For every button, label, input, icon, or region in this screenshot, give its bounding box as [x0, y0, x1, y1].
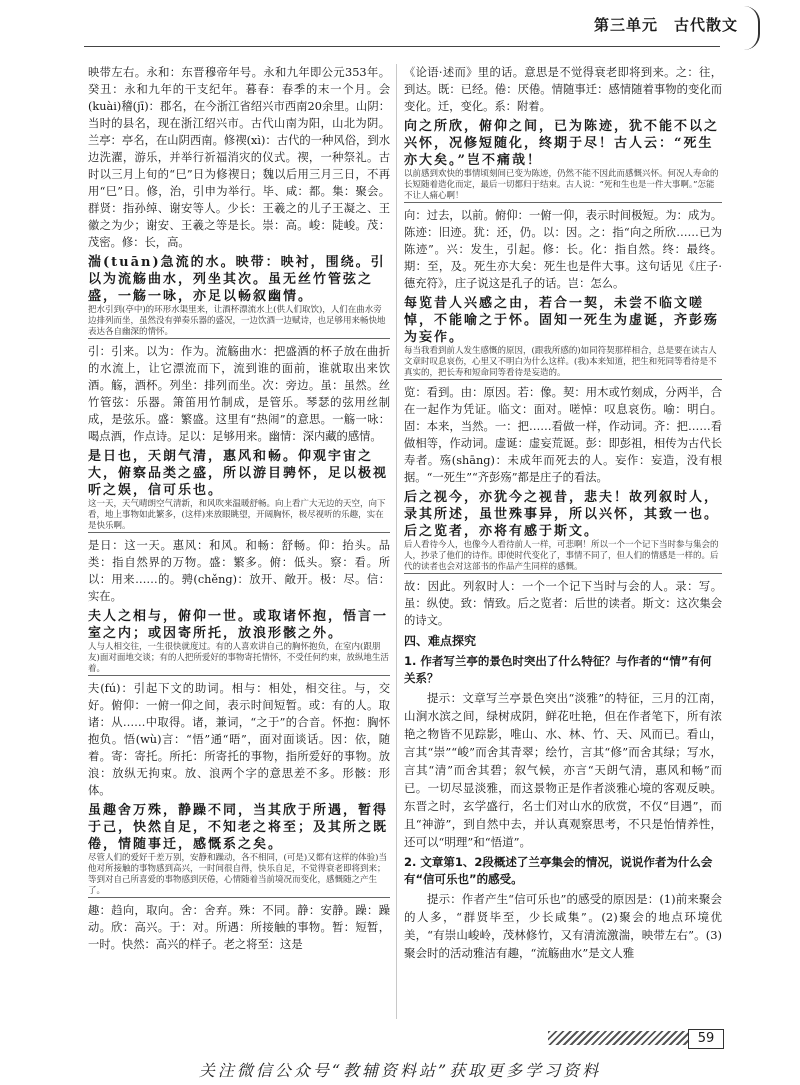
note-paragraph: 故：因此。列叙时人：一个一个记下当时与会的人。录：写。虽：纵使。致：情致。后之览者：后世的读者。斯文：这次集会的诗文。 [404, 580, 722, 627]
footer-note: 关注微信公众号“教辅资料站”获取更多学习资料 [198, 1061, 602, 1080]
header-title: 第三单元 古代散文 [593, 16, 738, 34]
right-column [404, 64, 722, 984]
translation-text: 这一天，天气晴朗空气清新，和风吹来温暖舒畅。向上看广大无边的天空，向下看，地上事物如此繁多，(这样)来放眼眺望，开阔胸怀，极尽视听的乐趣，实在是快乐啊。 [88, 499, 390, 533]
note-paragraph: 《论语·述而》里的话。意思是不觉得衰老即将到来。之：往，到达。既：已经。倦：厌倦。情随事迁：感情随着事物的变化而变化。迁，变化。系：附着。 [404, 66, 722, 113]
original-text: 夫人之相与，俯仰一世。或取诸怀抱，悟言一室之内；或因寄所托，放浪形骸之外。 [88, 609, 389, 641]
translation-text: 人与人相交往，一生很快就度过。有的人喜欢讲自己的胸怀抱负，在室内(跟朋友)面对面地交谈；有的人把所爱好的事物寄托情怀，不受任何约束，放纵地生活着。 [88, 642, 389, 674]
note-paragraph: 夫(fú)：引起下文的助词。相与：相处，相交往。与，交好。俯仰：一俯一仰之间，表示时间短暂。或：有的人。取诸：从……中取得。诸，兼词，“之于”的合音。怀抱：胸怀抱负。悟(wù)言：“悟”通“晤”，面对面谈话。因：依，随着。寄：寄托。所托：所寄托的事物，指所爱好的事物。放浪：放纵无拘束。放、浪两个字的意思差不多。形骸：形体。 [88, 682, 390, 797]
original-text: 湍(tuān)急流的水。映带：映衬，围绕。引以为流觞曲水，列坐其次。虽无丝竹管弦之盛，一觞一咏，亦足以畅叙幽情。 [88, 255, 386, 304]
translation-text: 后人看待今人，也像今人看待前人一样，可悲啊！所以一个一个记下当时参与集会的人，抄录了他们的诗作。即使时代变化了，事情不同了，但人们的情感是一样的。后代的读者也会对这部书的作品产生同样的感慨。 [404, 540, 722, 574]
original-text-block [88, 802, 390, 898]
question-1: 1. 作者写兰亭的景色时突出了什么特征？与作者的“情”有何关系？ [404, 654, 712, 685]
translation-text: 以前感到欢快的事情顷刻间已变为陈迹，仍然不能不因此而感慨兴怀。何况人寿命的长短随着造化而定，最后一切都归于结束。古人说：“死和生也是一件大事啊。”怎能不让人痛心啊！ [404, 169, 722, 203]
original-text: 后之视今，亦犹今之视昔，悲夫！故列叙时人，录其所述，虽世殊事异，所以兴怀，其致一也。后之览者，亦将有感于斯文。 [404, 490, 720, 539]
translation-text: 每当我看到前人发生感慨的原因，(跟我所感的)如同符契那样相合，总是要在读古人文章时叹息哀伤，心里又不明白为什么这样。(我)本来知道，把生和死同等看待是不真实的，把长寿和短命同等看待是妄造的。 [404, 346, 722, 380]
note-paragraph: 向：过去，以前。俯仰：一俯一仰，表示时间极短。为：成为。陈迹：旧迹。犹：还，仍。以：因。之：指“向之所欣……已为陈迹”。兴：发生，引起。修：长。化：指自然。终：最终。期：至，及。死生亦大矣：死生也是件大事。这句话见《庄子·德充符》，庄子说这是孔子的话。岂：怎么。 [404, 209, 722, 290]
note-paragraph: 览：看到。由：原因。若：像。契：用木或竹刻成，分两半，合在一起作为凭证。临文：面对。嗟悼：叹息哀伤。喻：明白。固：本来，当然。一：把……看做一样，作动词。齐：把……看做相等，作动词。虚诞：虚妄荒诞。彭：即彭祖，相传为古代长寿者。殇(shāng)：未成年而死去的人。妄作：妄造，没有根据。“一死生”“齐彭殇”都是庄子的看法。 [404, 386, 722, 484]
page-number: 59 [688, 1029, 724, 1049]
answer-2: 提示：作者产生“信可乐也”的感受的原因是：(1)前来聚会的人多，“群贤毕至，少长咸集”。(2)聚会的地点环境优美，“有崇山峻岭，茂林修竹，又有清流激湍，映带左右”。(3)聚会时的活动雅洁有趣，“流觞曲水”是文人雅 [404, 892, 722, 960]
original-text: 是日也，天朗气清，惠风和畅。仰观宇宙之大，俯察品类之盛，所以游目骋怀，足以极视听之娱，信可乐也。 [88, 449, 389, 498]
header-bracket [744, 6, 760, 50]
original-text-block [88, 448, 390, 533]
translation-text: 把水引到(亭中)的环形水渠里来，让酒杯漂流水上(供人们取饮)，人们在曲水旁边排列而坐，虽然没有弹奏乐器的盛况，一边饮酒一边赋诗，也足够用来畅快地表达各自幽深的情怀。 [88, 305, 390, 339]
hatch-decoration [548, 1031, 688, 1045]
original-text-block [404, 489, 722, 574]
original-text-block [404, 118, 722, 203]
original-text: 虽趣舍万殊，静躁不同，当其欣于所遇，暂得于己，快然自足，不知老之将至；及其所之既倦，情随事迁，感慨系之矣。 [88, 803, 389, 852]
question-2: 2. 文章第1、2段概述了兰亭集会的情况，说说作者为什么会有“信可乐也”的感受。 [404, 855, 713, 886]
note-paragraph: 映带左右。永和：东晋穆帝年号。永和九年即公元353年。癸丑：永和九年的干支纪年。暮春：春季的末一个月。会(kuài)稽(jī)：郡名，在今浙江省绍兴市西南20余里。山阴：当时的县名，现在浙江绍兴市。古代山南为阳，山北为阴。兰亭：亭名，在山阴西南。修禊(xì)：古代的一种风俗，到水边洗濯，游乐，并举行祈福消灾的仪式。禊，一种祭礼。古时以三月上旬的“巳”日为修禊日；魏以后用三月三日，不再用“巳”日。修，治，引申为举行。毕、咸：都。集：聚会。群贤：指孙绰、谢安等人。少长：王羲之的儿子王凝之、王徽之为少；谢安、王羲之等是长。崇：高。峻：陡峻。茂：茂密。修：长，高。 [88, 66, 390, 249]
section-title: 四、难点探究 [404, 634, 477, 648]
translation-text: 尽管人们的爱好千差万别，安静和躁动，各不相同，(可是)又都有这样的体验)当他对所接触的事物感到高兴，一时间很自得，快乐自足，不觉得衰老即将到来；等到对自己所喜爱的事物感到厌倦，心情随着当前境况而变化，感慨随之产生了。 [88, 853, 390, 898]
note-paragraph: 引：引来。以为：作为。流觞曲水：把盛酒的杯子放在曲折的水流上，让它漂流而下，流到谁的面前，谁就取出来饮酒。觞，酒杯。列坐：排列而坐。次：旁边。虽：虽然。丝竹管弦：乐器。箫笛用竹制成，是管乐。琴瑟的弦用丝制成，是弦乐。盛：繁盛。这里有“热闹”的意思。一觞一咏：喝点酒，作点诗。足以：足够用来。幽情：深内藏的感情。 [88, 345, 390, 443]
left-column [88, 64, 390, 1019]
original-text-block [88, 254, 390, 339]
header-rule [84, 46, 720, 47]
answer-1: 提示：文章写兰亭景色突出“淡雅”的特征，三月的江南，山涧水滨之间，绿树成阴，鲜花吐艳，但在作者笔下，所有浓艳之物皆不见踪影，唯山、水、林、竹、天、风而已。看山，言其“崇”“峻”而舍其青翠；绘竹，言其“修”而舍其绿；写水，言其“清”而舍其碧；叙气候，亦言“天朗气清，惠风和畅”而已。一切尽显淡雅，而这景物正是作者淡雅心境的客观反映。东晋之时，玄学盛行，名士们对山水的欣赏，不仅“目遇”，而且“神游”，到自然中去，并认真观察思考，不只是怡情养性，还可以“明理”和“悟道”。 [404, 691, 722, 849]
original-text-block [88, 608, 390, 676]
column-divider [396, 64, 397, 1019]
original-text: 每览昔人兴感之由，若合一契，未尝不临文嗟悼，不能喻之于怀。固知一死生为虚诞，齐彭殇为妄作。 [404, 296, 720, 345]
original-text: 向之所欣，俯仰之间，已为陈迹，犹不能不以之兴怀，况修短随化，终期于尽！古人云：“死生亦大矣。”岂不痛哉！ [404, 119, 720, 168]
page-number-bar [548, 1029, 728, 1047]
note-paragraph: 趣：趋向，取向。舍：舍弃。殊：不同。静：安静。躁：躁动。欣：高兴。于：对。所遇：所接触的事物。暂：短暂，一时。快然：高兴的样子。老之将至：这是 [88, 904, 390, 951]
original-text-block [404, 295, 722, 380]
note-paragraph: 是日：这一天。惠风：和风。和畅：舒畅。仰：抬头。品类：指自然界的万物。盛：繁多。俯：低头。察：看。所以：用来……的。骋(chěng)：放开、敞开。极：尽。信：实在。 [88, 539, 390, 603]
